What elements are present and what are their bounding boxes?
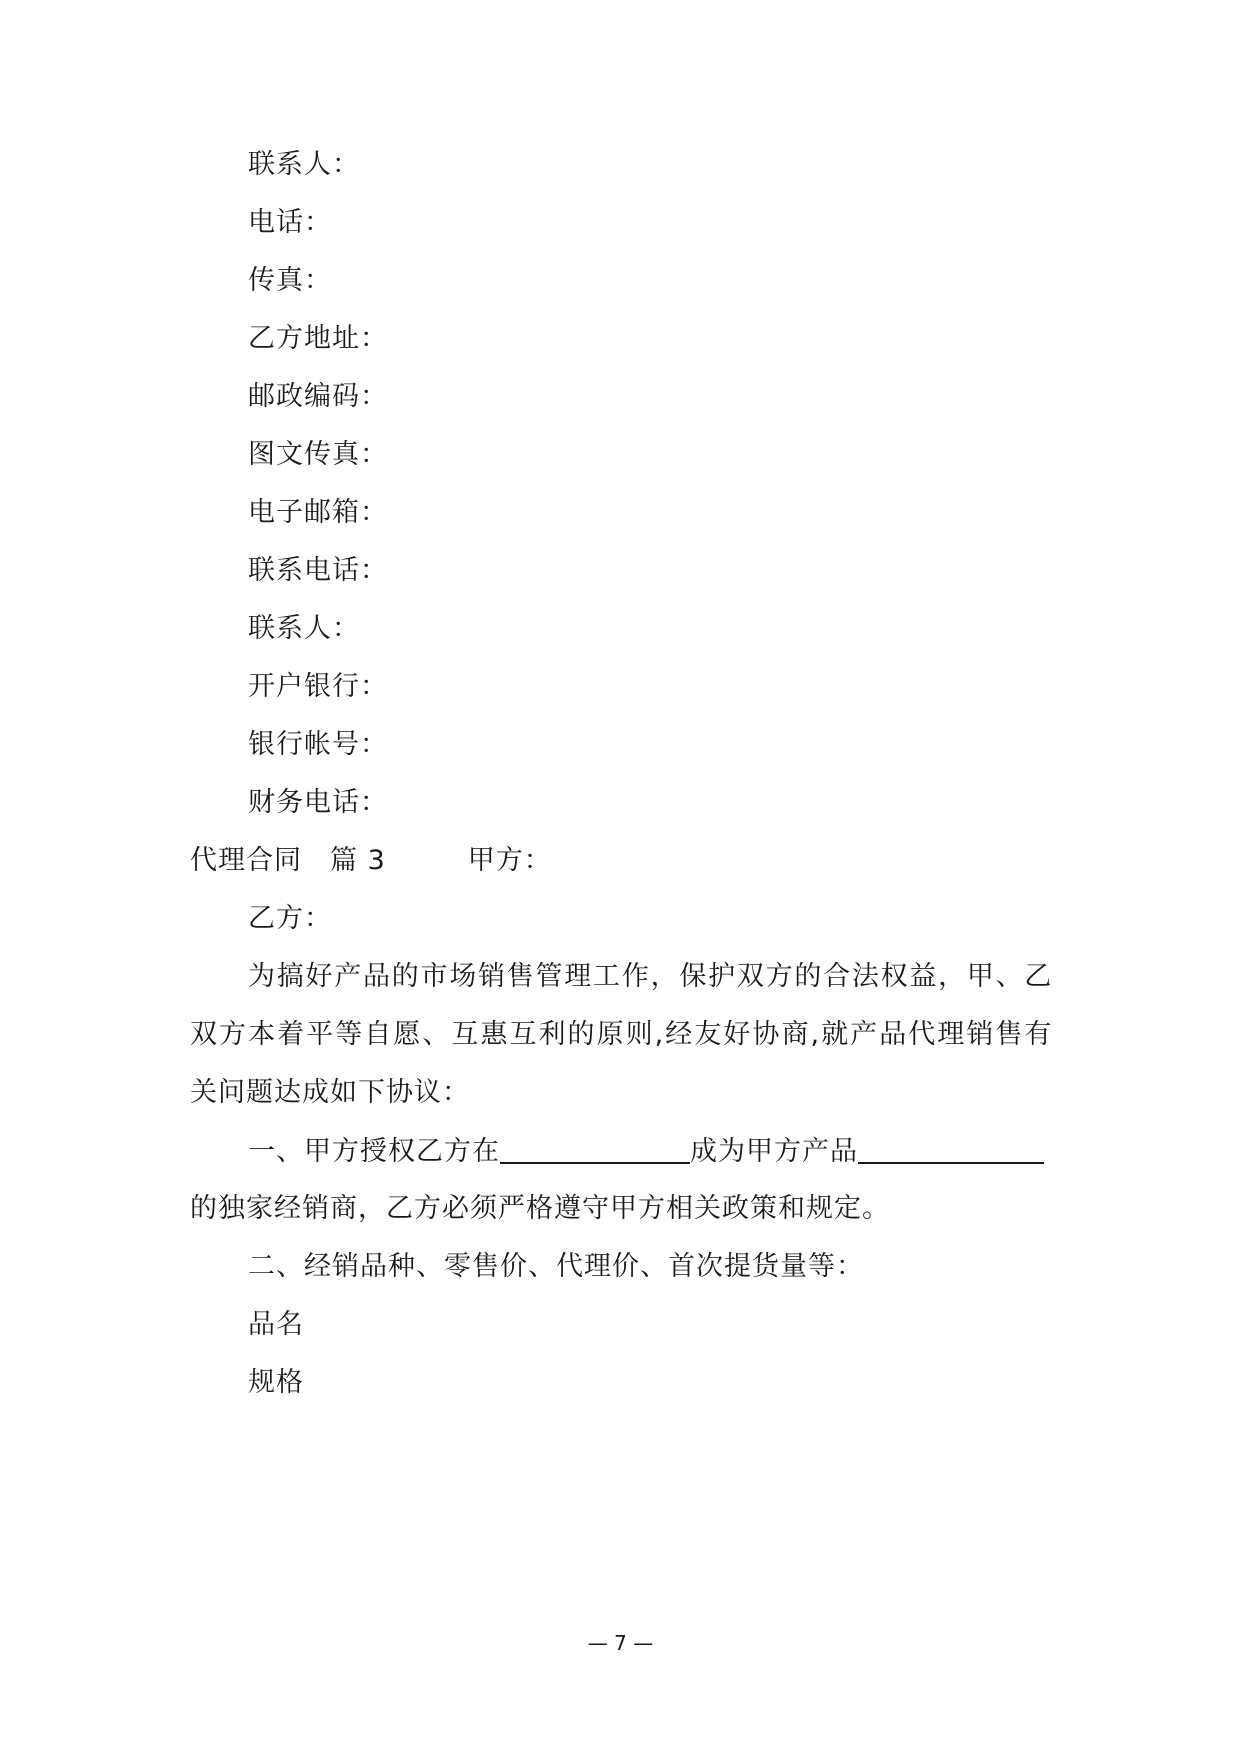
contract-section: 篇 3 bbox=[330, 845, 386, 876]
phone-label: 电话： bbox=[248, 207, 332, 238]
clause-1-part-2: 成为甲方产品 bbox=[690, 1136, 858, 1167]
finance-phone-label: 财务电话： bbox=[248, 787, 388, 818]
fax-label: 传真： bbox=[248, 265, 332, 296]
contract-heading bbox=[190, 844, 552, 878]
product-blank bbox=[858, 1134, 1044, 1164]
contact-person-label: 联系人： bbox=[248, 149, 360, 180]
postal-code-label: 邮政编码： bbox=[248, 381, 388, 412]
item-name-label: 品名 bbox=[248, 1309, 304, 1340]
preamble-line-2: 双方本着平等自愿、互惠互利的原则,经友好协商,就产品代理销售有 bbox=[190, 1019, 1052, 1050]
party-b-label: 乙方： bbox=[248, 903, 332, 934]
party-a-label: 甲方： bbox=[467, 845, 552, 876]
region-blank bbox=[500, 1134, 690, 1164]
bank-account-label: 银行帐号： bbox=[248, 729, 388, 760]
contact-person-label-2: 联系人： bbox=[248, 613, 360, 644]
email-label: 电子邮箱： bbox=[248, 497, 388, 528]
picture-fax-label: 图文传真： bbox=[248, 439, 388, 470]
clause-1-part-1: 一、甲方授权乙方在 bbox=[248, 1136, 500, 1167]
clause-2: 二、经销品种、零售价、代理价、首次提货量等： bbox=[248, 1251, 864, 1282]
bank-label: 开户银行： bbox=[248, 671, 388, 702]
item-spec-label: 规格 bbox=[248, 1367, 304, 1398]
clause-1-line-1 bbox=[248, 1134, 1044, 1169]
clause-1-line-2: 的独家经销商，乙方必须严格遵守甲方相关政策和规定。 bbox=[190, 1193, 890, 1224]
preamble-line-3: 关问题达成如下协议： bbox=[190, 1077, 470, 1108]
party-b-address-label: 乙方地址： bbox=[248, 323, 388, 354]
page-number: — 7 — bbox=[587, 1631, 654, 1655]
preamble-line-1: 为搞好产品的市场销售管理工作，保护双方的合法权益，甲、乙 bbox=[248, 961, 1052, 992]
contact-phone-label: 联系电话： bbox=[248, 555, 388, 586]
contract-title: 代理合同 bbox=[190, 845, 302, 876]
